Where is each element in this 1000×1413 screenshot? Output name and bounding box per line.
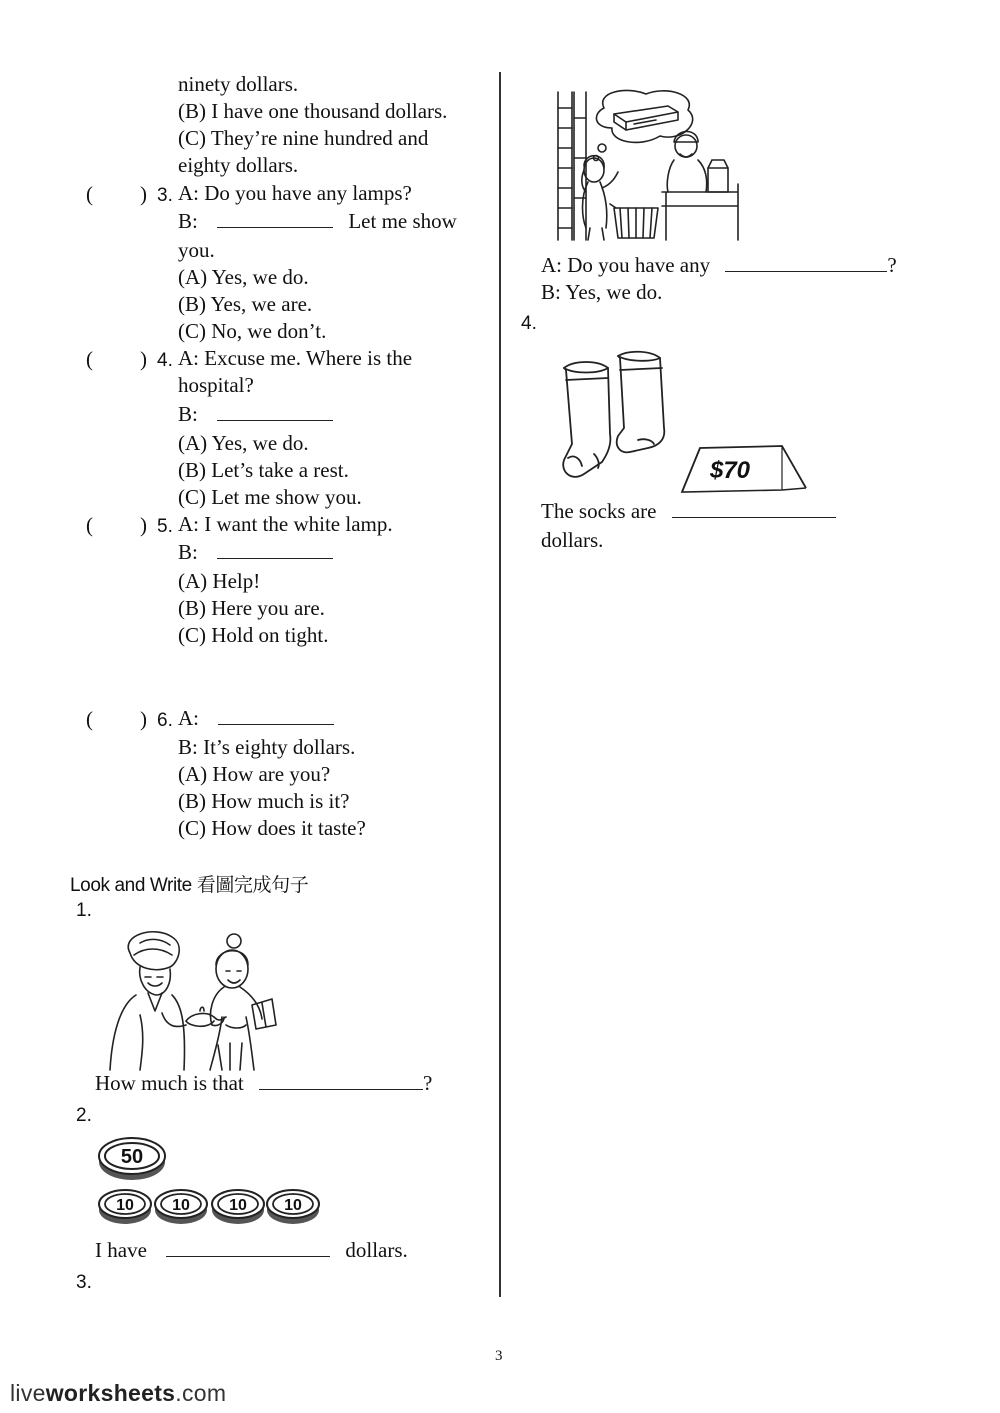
speaker-b-label: B: [178, 540, 198, 564]
look-write-number-3: 3. [76, 1272, 92, 1293]
answer-paren-close: ) [140, 707, 147, 731]
option-c: (C) No, we don’t. [178, 319, 327, 343]
genie-and-girl-illustration [100, 925, 285, 1070]
answer-blank[interactable] [672, 497, 836, 518]
q2-option-c: (C) They’re nine hundred and [178, 126, 429, 150]
sentence-start: A: Do you have any [541, 253, 711, 277]
answer-blank[interactable] [217, 400, 333, 421]
answer-line [178, 400, 333, 428]
answer-paren-open: ( [86, 513, 93, 537]
sentence-end: ? [422, 1071, 433, 1095]
answer-paren-open: ( [86, 182, 93, 206]
store-vcr-illustration [556, 88, 740, 243]
option-b: (B) Here you are. [178, 596, 325, 620]
speaker-a-label: A: [178, 706, 199, 730]
coin-value: 10 [284, 1197, 302, 1214]
sentence-end: dollars. [345, 1238, 408, 1262]
item4-sentence-wrap: dollars. [541, 528, 604, 552]
option-a: (A) How are you? [178, 762, 331, 786]
question-line [178, 704, 334, 732]
sentence-start: How much is that [95, 1071, 244, 1095]
option-c: (C) How does it taste? [178, 816, 366, 840]
speaker-b-label: B: [178, 402, 198, 426]
coin-value: 10 [116, 1197, 134, 1214]
price-tag [678, 442, 810, 496]
question-line-wrap: hospital? [178, 373, 254, 397]
coin-10 [98, 1186, 158, 1226]
coin-value: 10 [172, 1197, 190, 1214]
item4-sentence [541, 497, 836, 525]
look-write-number-1: 1. [76, 900, 92, 921]
answer-blank[interactable] [166, 1236, 330, 1257]
question-number: 4. [157, 350, 173, 371]
section-title: Look and Write 看圖完成句子 [70, 875, 309, 896]
option-c: (C) Let me show you. [178, 485, 362, 509]
page-number: 3 [495, 1348, 503, 1364]
answer-line: B: It’s eighty dollars. [178, 735, 356, 759]
answer-wrap: you. [178, 238, 215, 262]
answer-blank[interactable] [259, 1069, 423, 1090]
question-line: A: Do you have any lamps? [178, 181, 412, 205]
q2-line: ninety dollars. [178, 72, 299, 96]
q2-option-b: (B) I have one thousand dollars. [178, 99, 448, 123]
question-number: 5. [157, 516, 173, 537]
item3-line-a [541, 251, 897, 279]
answer-paren-open: ( [86, 707, 93, 731]
item3-line-b: B: Yes, we do. [541, 280, 663, 304]
socks-illustration [558, 348, 673, 483]
coin-10 [211, 1186, 271, 1226]
answer-paren-open: ( [86, 347, 93, 371]
coin-value: 10 [229, 1197, 247, 1214]
price-tag-text: $70 [709, 457, 751, 484]
look-write-sentence-1 [95, 1069, 432, 1097]
coin-10 [154, 1186, 214, 1226]
option-c: (C) Hold on tight. [178, 623, 329, 647]
coin-50 [98, 1134, 168, 1182]
liveworksheets-logo [10, 1380, 226, 1407]
look-write-number-4: 4. [521, 313, 537, 334]
option-b: (B) Let’s take a rest. [178, 458, 349, 482]
option-b: (B) Yes, we are. [178, 292, 313, 316]
question-number: 6. [157, 710, 173, 731]
answer-paren-close: ) [140, 347, 147, 371]
answer-suffix: Let me show [348, 209, 457, 233]
q2-option-c-wrap: eighty dollars. [178, 153, 299, 177]
look-write-number-2: 2. [76, 1105, 92, 1126]
answer-line [178, 207, 457, 235]
logo-tail: .com [175, 1380, 227, 1406]
question-line: A: I want the white lamp. [178, 512, 393, 536]
coin-value: 50 [120, 1146, 144, 1168]
answer-paren-close: ) [140, 513, 147, 537]
answer-blank[interactable] [217, 538, 333, 559]
logo-bold: worksheets [45, 1380, 176, 1406]
option-a: (A) Yes, we do. [178, 265, 309, 289]
answer-blank[interactable] [725, 251, 887, 272]
answer-line [178, 538, 333, 566]
sentence-start: I have [95, 1238, 147, 1262]
option-a: (A) Help! [178, 569, 261, 593]
speaker-b-label: B: [178, 209, 198, 233]
question-line: A: Excuse me. Where is the [178, 346, 413, 370]
question-number: 3. [157, 185, 173, 206]
sentence-end: ? [887, 253, 897, 277]
column-divider [499, 72, 501, 1297]
coin-10 [266, 1186, 326, 1226]
option-a: (A) Yes, we do. [178, 431, 309, 455]
sentence-start: The socks are [541, 499, 657, 523]
option-b: (B) How much is it? [178, 789, 350, 813]
answer-blank[interactable] [217, 207, 333, 228]
look-write-sentence-2 [95, 1236, 408, 1264]
answer-paren-close: ) [140, 182, 147, 206]
logo-light: live [10, 1380, 46, 1406]
answer-blank[interactable] [218, 704, 334, 725]
